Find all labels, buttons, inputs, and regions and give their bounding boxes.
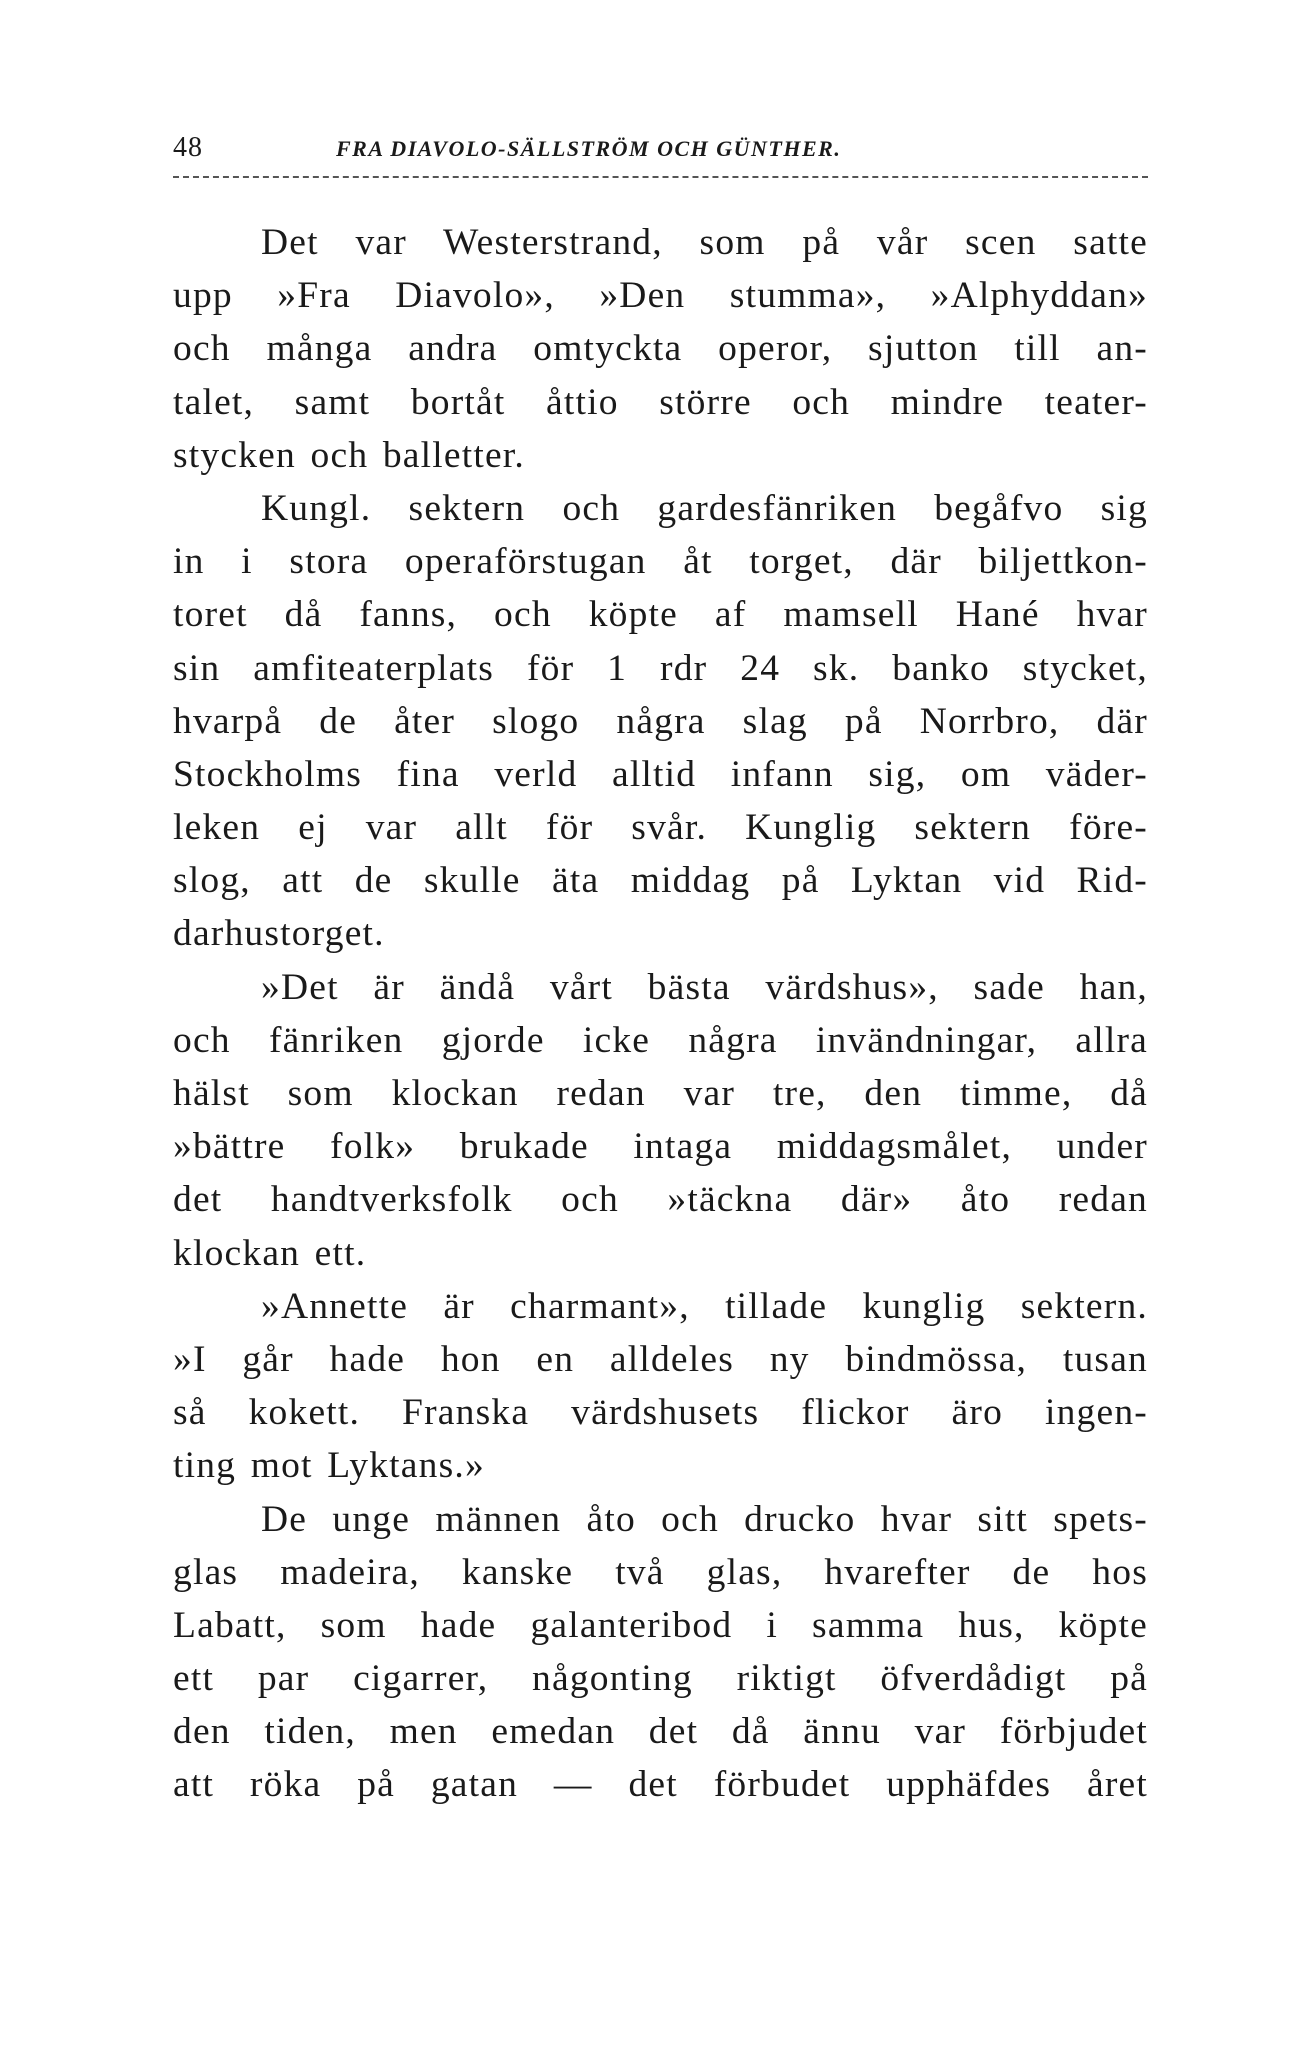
text-line: in i stora operaförstugan åt torget, där biljettkon- — [173, 541, 1148, 583]
text-line: glas madeira, kanske två glas, hvarefter de hos — [173, 1551, 1148, 1593]
text-line: sin amfiteaterplats för 1 rdr 24 sk. banko stycket, — [173, 647, 1148, 689]
text-line: ett par cigarrer, någonting riktigt öfverdådigt på — [173, 1658, 1148, 1700]
text-line: De unge männen åto och drucko hvar sitt spets- — [261, 1498, 1148, 1540]
text-line: klockan ett. — [173, 1232, 367, 1274]
text-line: stycken och balletter. — [173, 434, 525, 476]
page-number: 48 — [173, 132, 203, 163]
text-line: »I går hade hon en alldeles ny bindmössa, tusan — [173, 1338, 1148, 1380]
text-line: och många andra omtyckta operor, sjutton till an- — [173, 328, 1148, 370]
text-line: upp »Fra Diavolo», »Den stumma», »Alphyddan» — [173, 275, 1148, 317]
text-line: så kokett. Franska värdshusets flickor äro ingen- — [173, 1392, 1148, 1434]
running-title: FRA DIAVOLO-SÄLLSTRÖM OCH GÜNTHER. — [336, 136, 842, 161]
body-text — [173, 216, 1148, 1812]
text-line: ting mot Lyktans.» — [173, 1445, 485, 1487]
text-line: hälst som klockan redan var tre, den timme, då — [173, 1073, 1148, 1114]
text-line: »Det är ändå vårt bästa värdshus», sade han, — [261, 966, 1148, 1008]
text-line: leken ej var allt för svår. Kunglig sektern före- — [173, 807, 1148, 849]
text-line: Labatt, som hade galanteribod i samma hus, köpte — [173, 1604, 1148, 1646]
text-line: darhustorget. — [173, 913, 385, 955]
text-line: talet, samt bortåt åttio större och mindre teater- — [173, 381, 1148, 423]
text-line: toret då fanns, och köpte af mamsell Hané hvar — [173, 594, 1148, 636]
header-rule — [173, 176, 1148, 178]
running-header — [173, 132, 1148, 172]
text-line: »Annette är charmant», tillade kunglig sektern. — [261, 1285, 1148, 1327]
text-line: och fänriken gjorde icke några invändningar, allra — [173, 1019, 1148, 1061]
text-line: Kungl. sektern och gardesfänriken begåfvo sig — [261, 487, 1148, 529]
text-line: Stockholms fina verld alltid infann sig, om väder- — [173, 753, 1148, 795]
text-line: den tiden, men emedan det då ännu var förbjudet — [173, 1711, 1148, 1753]
text-line: Det var Westerstrand, som på vår scen satte — [261, 222, 1148, 263]
text-line: att röka på gatan — det förbudet upphäfdes året — [173, 1764, 1148, 1806]
text-line: det handtverksfolk och »täckna där» åto redan — [173, 1179, 1148, 1221]
text-line: »bättre folk» brukade intaga middagsmålet, under — [173, 1126, 1148, 1168]
text-line: slog, att de skulle äta middag på Lyktan vid Rid- — [173, 860, 1148, 902]
text-line: hvarpå de åter slogo några slag på Norrbro, där — [173, 700, 1148, 742]
